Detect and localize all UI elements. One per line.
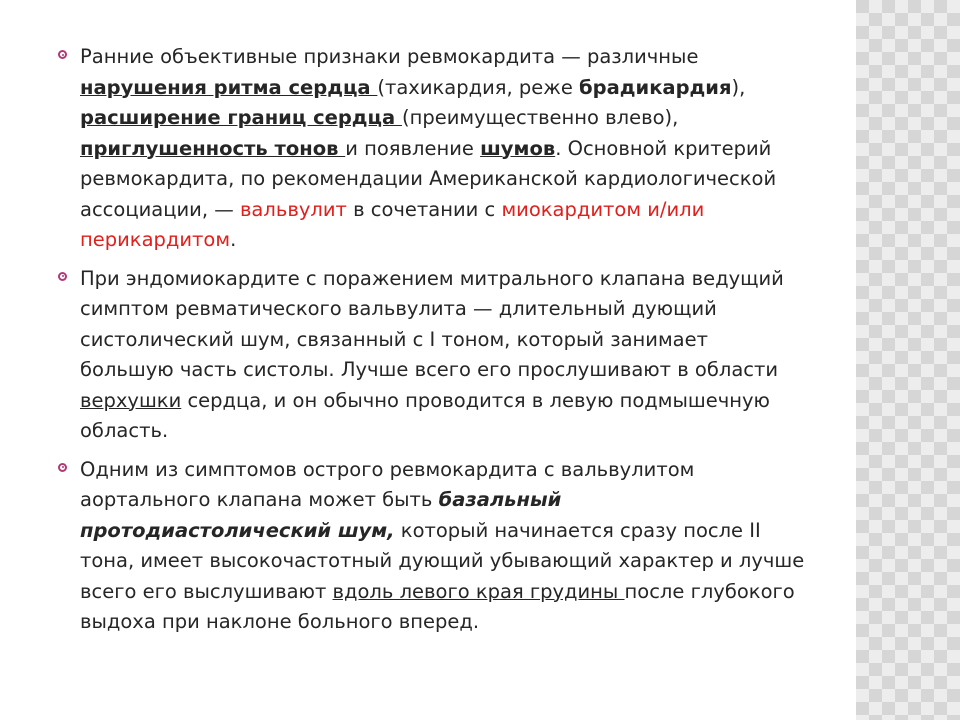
segment-apex: верхушки — [80, 388, 182, 412]
segment-basal-murmur: базальный протодиастолический шум, — [80, 488, 562, 542]
segment: При эндомиокардите с поражением митрального клапана ведущий симптом ревматического вальвулита — длительный дующий систолический шум, связанный с I тоном, который занимает большую часть систолы. Лучше всего его прослушивают в области — [80, 266, 784, 381]
segment: сердца, и он обычно проводится в левую подмышечную область. — [80, 388, 770, 442]
segment: . — [230, 228, 237, 251]
segment: в сочетании с — [346, 197, 502, 221]
segment-heart-borders: расширение границ сердца — [80, 106, 402, 129]
segment-rhythm-disorders: нарушения ритма сердца — [80, 75, 378, 99]
bullet-paragraph-2 — [56, 264, 806, 447]
segment: (тахикардия, реже — [377, 75, 580, 99]
segment: ), — [731, 75, 746, 99]
segment: Ранние объективные признаки ревмокардита — различные — [80, 45, 699, 68]
segment: . Основной критерий ревмокардита, по рекомендации Американской кардиологической ассоциации, — — [80, 136, 777, 221]
bullet-paragraph-1 — [56, 42, 806, 256]
segment-murmurs: шумов — [480, 136, 556, 160]
segment-myocarditis: миокардитом и/или перикардитом — [80, 197, 705, 251]
segment: Одним из симптомов острого ревмокардита с вальвулитом аортального клапана может быть — [80, 457, 695, 511]
segment-bradycardia: брадикардия — [579, 75, 732, 99]
segment-muffled-tones: приглушенность тонов — [80, 136, 346, 160]
decorative-side-panel — [856, 0, 960, 720]
segment: который начинается сразу после II тона, имеет высокочастотный дующий убывающий характер и лучше всего его выслушивают — [80, 518, 805, 603]
bullet-paragraph-3 — [56, 455, 806, 638]
segment-sternal-edge: вдоль левого края грудины — [332, 579, 625, 603]
segment: и появление — [345, 136, 481, 160]
bullet-icon — [58, 272, 67, 281]
slide-content — [56, 42, 806, 646]
segment: (преимущественно влево), — [401, 106, 679, 129]
bullet-icon — [58, 50, 67, 59]
bullet-icon — [58, 463, 67, 472]
segment-valvulitis: вальвулит — [239, 197, 347, 221]
segment: после глубокого выдоха при наклоне больного вперед. — [80, 579, 795, 633]
